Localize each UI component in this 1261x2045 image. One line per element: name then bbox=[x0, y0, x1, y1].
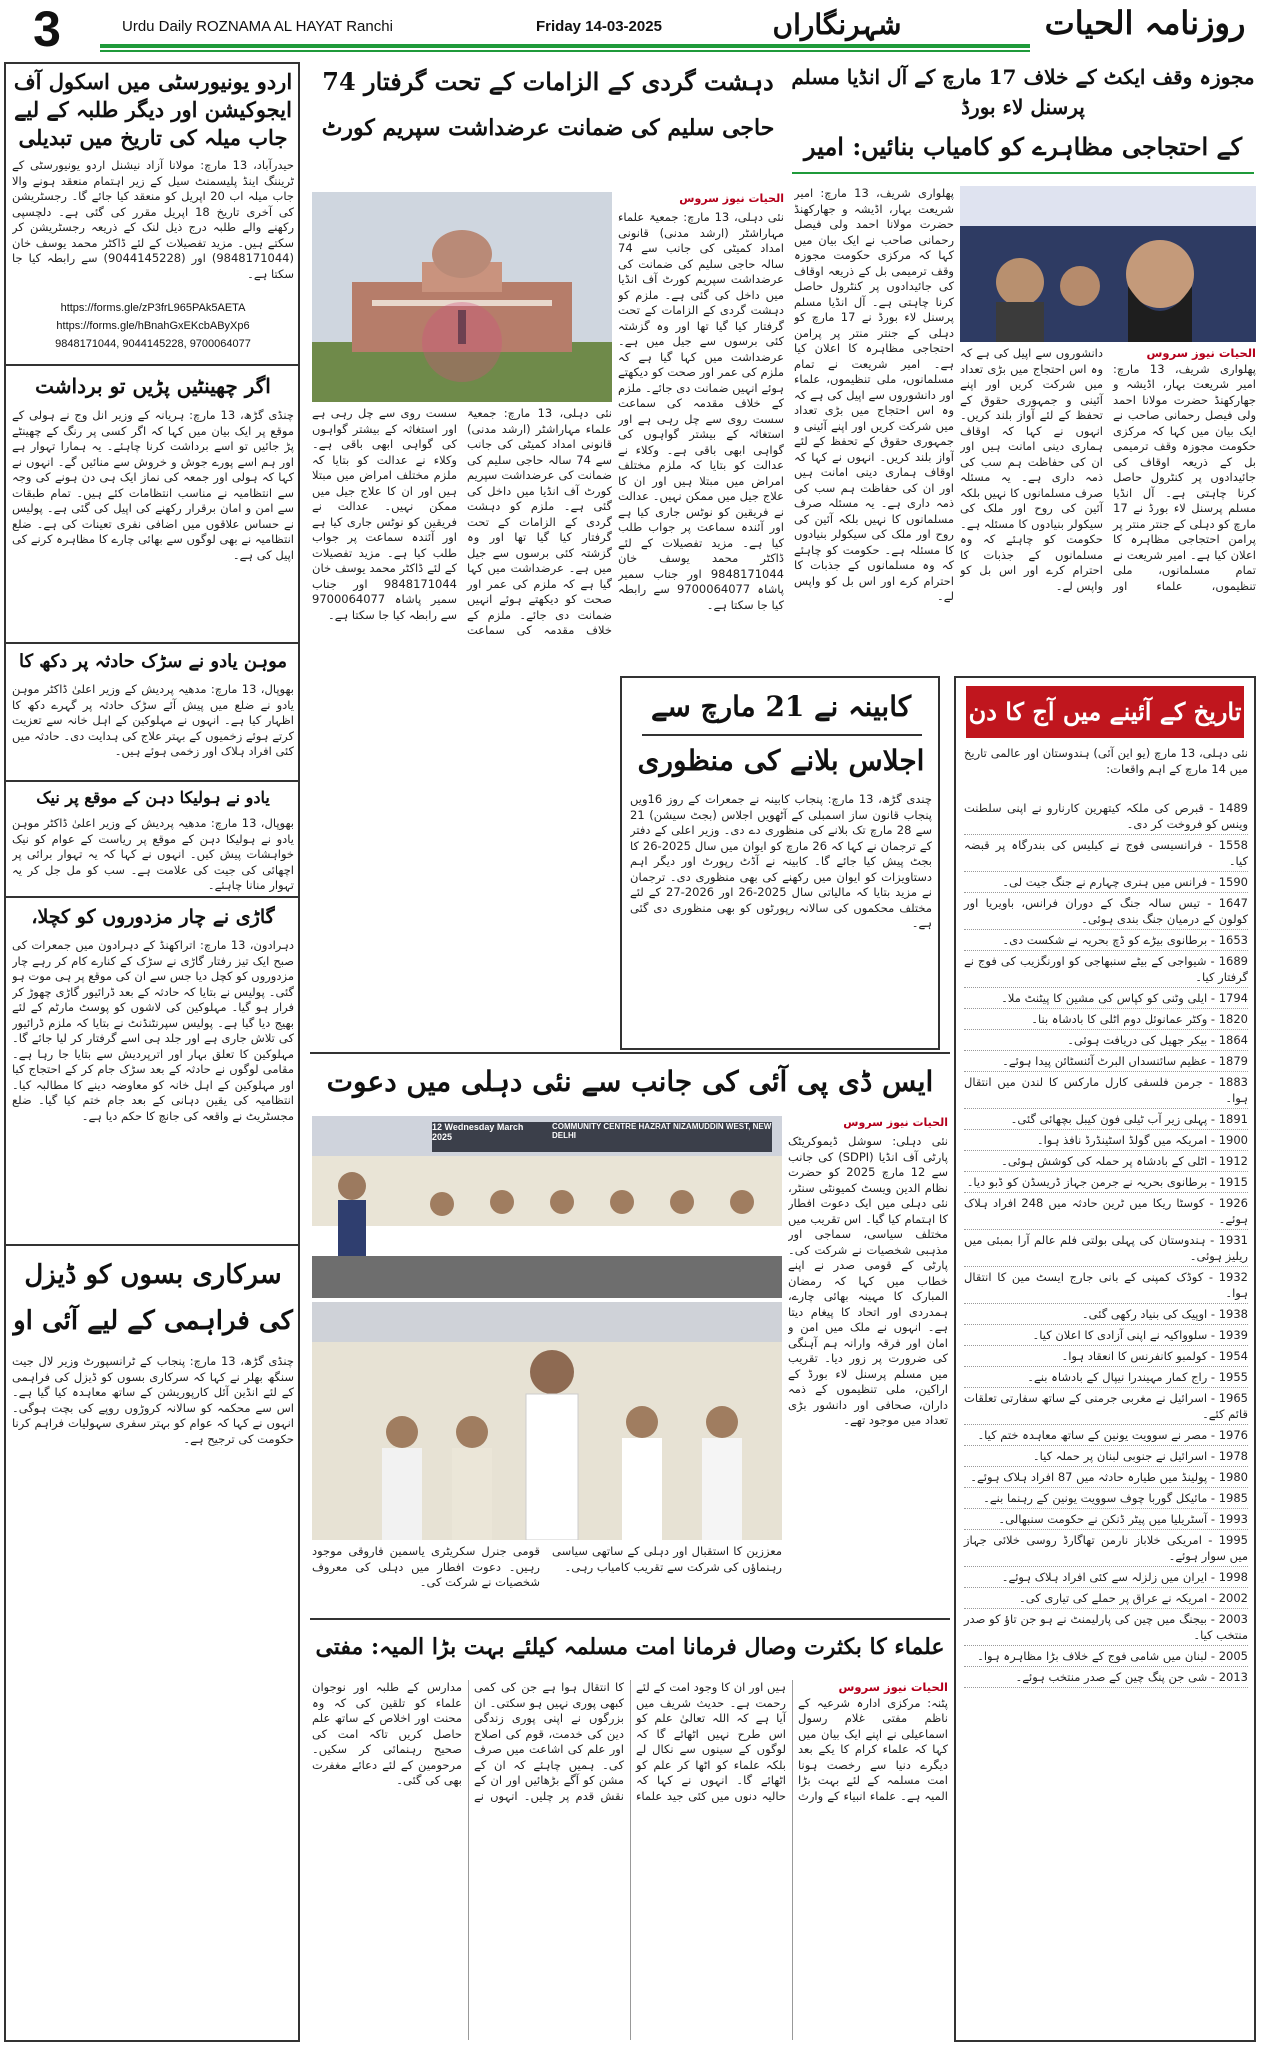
history-item: 1883 - جرمن فلسفی کارل مارکس کا لندن میں انتقال ہوا۔ bbox=[964, 1072, 1248, 1109]
history-item: 1939 - سلوواکیہ نے اپنی آزادی کا اعلان کیا۔ bbox=[964, 1325, 1248, 1346]
history-item: 1794 - ایلی وٹنی کو کپاس کی مشین کا پیٹنٹ ملا۔ bbox=[964, 988, 1248, 1009]
issue-date: Friday 14-03-2025 bbox=[536, 18, 662, 35]
divider bbox=[6, 780, 300, 782]
history-item: 1926 - کوسٹا ریکا میں ٹرین حادثہ میں 248 افراد ہلاک ہوئے۔ bbox=[964, 1193, 1248, 1230]
history-item: 1954 - کولمبو کانفرنس کا انعقاد ہوا۔ bbox=[964, 1346, 1248, 1367]
history-item: 2013 - شی جن پنگ چین کے صدر منتخب ہوئے۔ bbox=[964, 1667, 1248, 1688]
divider bbox=[6, 1244, 300, 1246]
divider bbox=[6, 364, 300, 366]
road-accident-body: بھوپال، 13 مارچ: مدھیہ پردیش کے وزیر اعلیٰ ڈاکٹر موہن یادو نے ضلع میں پیش آئے سڑک حادثہ پر گہرے دکھ کا اظہار کیا ہے۔ انہوں نے مہلوکین کے اہل خانہ سے تعزیت کرتے ہوئے زخمیوں کے بہتر علاج کی ہدایت دی۔ حادثہ میں کئی افراد ہلاک اور زخمی ہوئے ہیں۔ bbox=[12, 682, 294, 758]
history-item: 1689 - شیواجی کے بیٹے سنبھاجی کو اورنگزیب کی فوج نے گرفتار کیا۔ bbox=[964, 951, 1248, 988]
sdpi-photo-2 bbox=[312, 1302, 782, 1540]
history-item: 1647 - تیس سالہ جنگ کے دوران فرانس، باویریا اور کولون کے درمیان جنگ بندی ہوئی۔ bbox=[964, 893, 1248, 930]
terror-body-cont: نئی دہلی، 13 مارچ: جمعیۃ علماء مہاراشٹر (ارشد مدنی) قانونی امداد کمیٹی کی جانب سے 74 سالہ حاجی سلیم کی ضمانت کی عرضداشت سپریم کورٹ آف انڈیا میں داخل کی گئی ہے۔ ملزم کو دہشت گردی کے الزامات کے تحت گرفتار کیا گیا تھا اور وہ گزشتہ کئی برسوں سے جیل میں ہے۔ عرضداشت میں کہا گیا ہے کہ ملزم کی عمر اور صحت کو دیکھتے ہوئے انہیں ضمانت دی جائے۔ ملزم کے خلاف مقدمہ کی سماعت سست روی سے چل رہی ہے اور استغاثہ کے بیشتر گواہوں کی گواہی ابھی باقی ہے۔ وکلاء نے عدالت کو بتایا کہ ملزم مختلف امراض میں مبتلا ہیں اور ان کا علاج جیل میں ممکن نہیں۔ عدالت نے فریقین کو نوٹس جاری کیا ہے اور آئندہ سماعت پر جواب طلب کیا ہے۔ مزید تفصیلات کے لئے ڈاکٹر محمد یوسف خان 9848171044 اور جناب سمیر پاشاہ 9700064077 سے رابطہ کیا جا سکتا ہے۔ bbox=[312, 406, 612, 637]
header-rule-thin bbox=[100, 50, 1030, 52]
waqf-byline: الحیات نیوز سروس bbox=[1146, 346, 1256, 360]
sdpi-headline: ایس ڈی پی آئی کی جانب سے نئی دہلی میں دعوت bbox=[326, 1065, 934, 1098]
sdpi-photo-1 bbox=[312, 1116, 782, 1298]
history-item: 1653 - برطانوی بیڑے کو ڈچ بحریہ نے شکست دی۔ bbox=[964, 930, 1248, 951]
history-item: 1978 - اسرائیل نے جنوبی لبنان پر حملہ کیا۔ bbox=[964, 1446, 1248, 1467]
history-item: 1820 - وکٹر عمانوئل دوم اٹلی کا بادشاہ بنا۔ bbox=[964, 1009, 1248, 1030]
history-item: 1985 - مائیکل گوربا چوف سوویت یونین کے رہنما بنے۔ bbox=[964, 1488, 1248, 1509]
divider bbox=[310, 1618, 950, 1620]
sdpi-body: نئی دہلی: سوشل ڈیموکریٹک پارٹی آف انڈیا (SDPI) کی جانب سے 12 مارچ 2025 کو حضرت نظام الدین ویسٹ کمیونٹی سنٹر، نئی دہلی میں ایک دعوت افطار کا اہتمام کیا گیا۔ اس تقریب میں مختلف سیاسی، سماجی اور مذہبی شخصیات نے شرکت کی۔ پارٹی کے قومی صدر نے اپنے خطاب میں کہا کہ رمضان المبارک کا مہینہ بھائی چارے، ہمدردی اور اتحاد کا پیغام دیتا ہے۔ انہوں نے ملک میں امن و امان اور فرقہ وارانہ ہم آہنگی کی ضرورت پر زور دیا۔ تقریب میں مسلم پرسنل لاء بورڈ کے اراکین، ملی تنظیموں کے ذمہ داران، صحافی اور دانشور بڑی تعداد میں موجود تھے۔ bbox=[788, 1134, 948, 1427]
waqf-divider bbox=[792, 172, 1254, 174]
waqf-body-right: الحیات نیوز سروس پھلواری شریف، 13 مارچ: امیر شریعت بہار، اڈیشہ و جھارکھنڈ حضرت مولانا احمد ولی فیصل رحمانی صاحب نے ایک بیان میں کہا کہ مرکزی حکومت مجوزہ وقف ترمیمی بل کے ذریعہ اوقاف کی جائیدادوں پر کنٹرول حاصل کرنا چاہتی ہے۔ آل انڈیا مسلم پرسنل لاء بورڈ نے 17 مارچ کو دہلی کے جنتر منتر پر پرامن احتجاجی مظاہرہ کا اعلان کیا ہے۔ امیر شریعت نے تمام مسلمانوں، ملی تنظیموں، علماء اور دانشوروں سے اپیل کی ہے کہ وہ اس احتجاج میں بڑی تعداد میں شرکت کریں اور اپنے آئینی و جمہوری حقوق کے تحفظ کے لئے آواز بلند کریں۔ انہوں نے کہا کہ اوقاف ہماری دینی امانت ہیں اور ان کی حفاظت ہم سب کی ذمہ داری ہے۔ یہ مسئلہ صرف مسلمانوں کا نہیں بلکہ آئین کی روح اور ملک کی سیکولر بنیادوں کا مسئلہ ہے۔ حکومت کو چاہئے کہ وہ مسلمانوں کے جذبات کا احترام کرے اور اس بل کو واپس لے۔ bbox=[960, 346, 1256, 593]
history-item: 1932 - کوڈک کمپنی کے بانی جارج ایسٹ مین کا انتقال ہوا۔ bbox=[964, 1267, 1248, 1304]
history-item: 1879 - عظیم سائنسداں البرٹ آئنسٹائن پیدا ہوئے۔ bbox=[964, 1051, 1248, 1072]
sdpi-caption-left: قومی جنرل سکریٹری یاسمین فاروقی موجود رہیں۔ دعوت افطار میں دہلی کی معروف شخصیات نے شرکت کی۔ bbox=[312, 1544, 540, 1589]
history-item: 1590 - فرانس میں ہنری چہارم نے جنگ جیت لی۔ bbox=[964, 872, 1248, 893]
history-item: 1891 - پہلی زیر آب ٹیلی فون کیبل بچھائی گئی۔ bbox=[964, 1109, 1248, 1130]
terror-headline-2: حاجی سلیم کی ضمانت عرضداشت سپریم کورٹ bbox=[321, 115, 775, 141]
section-name: شہرنگاراں bbox=[772, 8, 902, 41]
sdpi-banner-date: 12 Wednesday March 2025 bbox=[432, 1122, 524, 1142]
sdpi-byline: الحیات نیوز سروس bbox=[843, 1116, 948, 1129]
holi-body: بھوپال، 13 مارچ: مدھیہ پردیش کے وزیر اعلیٰ ڈاکٹر موہن یادو نے ہولیکا دہن کے موقع پر ریاست کے عوام کو نیک خواہشات پیش کیں۔ انہوں نے کہا کہ یہ تہوار برائی پر اچھائی کی جیت کی علامت ہے۔ سب کو مل جل کر یہ تہوار منانا چاہئے۔ bbox=[12, 816, 294, 892]
ulema-byline: الحیات نیوز سروس bbox=[838, 1680, 948, 1694]
history-item: 1998 - ایران میں زلزلہ سے کئی افراد ہلاک ہوئے۔ bbox=[964, 1567, 1248, 1588]
road-accident-headline: موہن یادو نے سڑک حادثہ پر دکھ کا bbox=[18, 651, 288, 672]
terror-body: نئی دہلی، 13 مارچ: جمعیۃ علماء مہاراشٹر (ارشد مدنی) قانونی امداد کمیٹی کی جانب سے 74 سالہ حاجی سلیم کی ضمانت کی عرضداشت سپریم کورٹ آف انڈیا میں داخل کی گئی ہے۔ ملزم کو دہشت گردی کے الزامات کے تحت گرفتار کیا گیا تھا اور وہ گزشتہ کئی برسوں سے جیل میں ہے۔ عرضداشت میں کہا گیا ہے کہ ملزم کی عمر اور صحت کو دیکھتے ہوئے انہیں ضمانت دی جائے۔ ملزم کے خلاف مقدمہ کی سماعت سست روی سے چل رہی ہے اور استغاثہ کے بیشتر گواہوں کی گواہی ابھی باقی ہے۔ وکلاء نے عدالت کو بتایا کہ ملزم مختلف امراض میں مبتلا ہیں اور ان کا علاج جیل میں ممکن نہیں۔ عدالت نے فریقین کو نوٹس جاری کیا ہے اور آئندہ سماعت پر جواب طلب کیا ہے۔ مزید تفصیلات کے لئے ڈاکٹر محمد یوسف خان 9848171044 اور جناب سمیر پاشاہ 9700064077 سے رابطہ کیا جا سکتا ہے۔ bbox=[618, 210, 784, 612]
sdpi-banner-place: COMMUNITY CENTRE HAZRAT NIZAMUDDIN WEST, NEW DELHI bbox=[552, 1122, 772, 1140]
cabinet-body: چندی گڑھ، 13 مارچ: پنجاب کابینہ نے جمعرات کے روز 16ویں پنجاب قانون ساز اسمبلی کے آٹھویں اجلاس (بجٹ سیشن) 21 سے 28 مارچ تک بلانے کی منظوری دے دی۔ وزیر اعلی کے دفتر کے ترجمان نے کہا کہ 26 مارچ کو ایوان میں سال 2025-26 کا بجٹ پیش کیا جائے گا۔ کابینہ نے آڈٹ رپورٹ اور دیگر اہم دستاویزات کو ایوان میں رکھنے کی بھی منظوری دی۔ ترجمان نے مزید بتایا کہ مالیاتی سال 2025-26 اور 2026-27 کے لئے مختلف محکموں کی سالانہ رپورٹوں کو بھی منظوری دی گئی ہے۔ bbox=[630, 792, 932, 930]
history-item: 1489 - قبرص کی ملکہ کیتھرین کارنارو نے اپنی سلطنت وینس کو فروخت کر دی۔ bbox=[964, 798, 1248, 835]
history-item: 1965 - اسرائیل نے مغربی جرمنی کے ساتھ سفارتی تعلقات قائم کئے۔ bbox=[964, 1388, 1248, 1425]
history-item: 1931 - ہندوستان کی پہلی بولتی فلم عالم آرا بمبئی میں ریلیز ہوئی۔ bbox=[964, 1230, 1248, 1267]
ulema-headline: علماء کا بکثرت وصال فرمانا امت مسلمہ کیلئے بہت بڑا المیہ: مفتی bbox=[315, 1634, 945, 1660]
history-item: 1976 - مصر نے سوویت یونین کے ساتھ معاہدہ ختم کیا۔ bbox=[964, 1425, 1248, 1446]
history-item: 1915 - برطانوی بحریہ نے جرمن جہاز ڈریسڈن کو ڈبو دیا۔ bbox=[964, 1172, 1248, 1193]
history-item: 2005 - لبنان میں شامی فوج کے خلاف بڑا مظاہرہ ہوا۔ bbox=[964, 1646, 1248, 1667]
urdu-univ-body: حیدرآباد، 13 مارچ: مولانا آزاد نیشنل اردو یونیورسٹی کے ٹریننگ اینڈ پلیسمنٹ سیل کے زیر اہتمام منعقد ہونے والا جاب میلہ اب 20 اپریل کو منعقد کیا جائے گا۔ رجسٹریشن کی آخری تاریخ 18 اپریل مقرر کی گئی ہے۔ دلچسپی رکھنے والے طلبہ درج ذیل لنک کے ذریعہ رجسٹریشن کر سکتے ہیں۔ مزید تفصیلات کے لئے ڈاکٹر محمد یوسف خان (9848171044) اور (9044145228) سے رابطہ کیا جا سکتا ہے۔ bbox=[12, 158, 294, 281]
history-item: 2003 - بیجنگ میں چین کی پارلیمنٹ نے ہو جن تاؤ کو صدر منتخب کیا۔ bbox=[964, 1609, 1248, 1646]
car-headline: گاڑی نے چار مزدوروں کو کچلا، bbox=[31, 906, 275, 928]
sdpi-caption-right: معززین کا استقبال اور دہلی کے ساتھی سیاسی رہنماؤں کی شرکت سے تقریب کامیاب رہی۔ bbox=[552, 1544, 782, 1574]
history-intro: نئی دہلی، 13 مارچ (یو این آئی) ہندوستان اور عالمی تاریخ میں 14 مارچ کے اہم واقعات: bbox=[964, 746, 1248, 776]
history-item: 1995 - امریکی خلاباز نارمن تھاگارڈ روسی خلائی جہاز میں سوار ہوئے۔ bbox=[964, 1530, 1248, 1567]
waqf-photo bbox=[960, 186, 1256, 342]
ulema-body: الحیات نیوز سروس پٹنہ: مرکزی ادارہ شرعیہ کے ناظم مفتی غلام رسول اسماعیلی نے اپنے ایک بیان میں کہا کہ علماء کرام کا یکے بعد دیگرے دنیا سے رخصت ہونا امت مسلمہ کے لئے بہت بڑا المیہ ہے۔ علماء انبیاء کے وارث ہیں اور ان کا وجود امت کے لئے رحمت ہے۔ حدیث شریف میں آیا ہے کہ اللہ تعالیٰ علم کو اس طرح نہیں اٹھائے گا کہ لوگوں کے سینوں سے نکال لے بلکہ علماء کو اٹھا کر علم کو اٹھائے گا۔ انہوں نے کہا کہ حالیہ دنوں میں کئی جید علماء کا انتقال ہوا ہے جن کی کمی کبھی پوری نہیں ہو سکتی۔ ان بزرگوں نے اپنی پوری زندگی دین کی خدمت، قوم کی اصلاح اور علم کی اشاعت میں صرف کی۔ ہمیں چاہئے کہ ان کے مشن کو آگے بڑھائیں اور ان کے نقش قدم پر چلیں۔ انہوں نے مدارس کے طلبہ اور نوجوان علماء کو تلقین کی کہ وہ محنت اور اخلاص کے ساتھ علم حاصل کریں تاکہ امت کی صحیح رہنمائی کر سکیں۔ مرحومین کے لئے دعائے مغفرت بھی کی گئی۔ bbox=[312, 1680, 948, 1803]
history-item: 1912 - اٹلی کے بادشاہ پر حملہ کی کوشش ہوئی۔ bbox=[964, 1151, 1248, 1172]
urdu-univ-headline: اردو یونیورسٹی میں اسکول آف ایجوکیشن اور دیگر طلبہ کے لیے جاب میلہ کی تاریخ میں تبدیلی bbox=[13, 69, 293, 150]
paper-logo: روزنامہ الحیات bbox=[1044, 4, 1246, 42]
urdu-univ-contact: 9848171044, 9044145228, 9700064077 bbox=[55, 338, 251, 350]
history-item: 1558 - فرانسیسی فوج نے کیلیس کی بندرگاہ پر قبضہ کیا۔ bbox=[964, 835, 1248, 872]
paper-line: Urdu Daily ROZNAMA AL HAYAT Ranchi bbox=[122, 18, 393, 35]
divider bbox=[310, 1052, 950, 1054]
history-item: 1955 - راج کمار مہیندرا نیپال کے بادشاہ بنے۔ bbox=[964, 1367, 1248, 1388]
page-number: 3 bbox=[33, 1, 61, 57]
urdu-univ-link2[interactable]: https://forms.gle/hBnahGxEKcbAByXp6 bbox=[56, 320, 250, 332]
history-item: 1900 - امریکہ میں گولڈ اسٹینڈرڈ نافذ ہوا۔ bbox=[964, 1130, 1248, 1151]
monsoon-body: چنڈی گڑھ، 13 مارچ: ہریانہ کے وزیر انل وج نے ہولی کے موقع پر ایک بیان میں کہا کہ اگر کسی پر رنگ کے چھینٹے پڑ جائیں تو اسے برداشت کرنا چاہئے۔ یہ ہمارا تہوار ہے اور ہم اسے پورے جوش و خروش سے منائیں گے۔ انہوں نے کہا کہ ہولی اور جمعہ کی نماز ایک ہی دن ہونے کی وجہ سے انتظامیہ نے مناسب انتظامات کئے ہیں۔ تمام طبقات سے امن و امان برقرار رکھنے کی اپیل کی گئی ہے۔ پولیس نے حساس علاقوں میں اضافی نفری تعینات کی ہے۔ ضلع انتظامیہ نے بھی لوگوں سے بھائی چارے کا مظاہرہ کرنے کی اپیل کی ہے۔ bbox=[12, 408, 294, 562]
terror-photo bbox=[312, 192, 612, 402]
header-rule bbox=[100, 44, 1030, 48]
divider bbox=[6, 896, 300, 898]
divider bbox=[6, 642, 300, 644]
history-item: 1993 - آسٹریلیا میں پیٹر ڈنکن نے حکومت سنبھالی۔ bbox=[964, 1509, 1248, 1530]
car-body: دہرادون، 13 مارچ: اتراکھنڈ کے دہرادون میں جمعرات کی صبح ایک تیز رفتار گاڑی نے سڑک کے کنارے کام کر رہے چار مزدوروں کو کچل دیا جس سے ان کی موقع پر ہی موت ہو گئی۔ پولیس نے بتایا کہ حادثہ کے بعد ڈرائیور گاڑی چھوڑ کر فرار ہو گیا۔ مہلوکین کی لاشوں کو پوسٹ مارٹم کے لئے بھیج دیا گیا ہے۔ پولیس سپرنٹنڈنٹ نے بتایا کہ ملزم ڈرائیور کی تلاش جاری ہے اور جلد ہی اسے گرفتار کر لیا جائے گا۔ مہلوکین کا تعلق بہار اور اترپردیش سے بتایا جا رہا ہے۔ مقامی لوگوں نے حادثہ کے بعد سڑک جام کر کے احتجاج کیا اور مہلوکین کے اہل خانہ کو معاوضہ دینے کا مطالبہ کیا۔ انتظامیہ کی یقین دہانی کے بعد جام ختم کیا گیا۔ ضلع مجسٹریٹ نے واقعہ کی جانچ کا حکم دیا ہے۔ bbox=[12, 938, 294, 1123]
history-item: 1980 - پولینڈ میں طیارہ حادثہ میں 87 افراد ہلاک ہوئے۔ bbox=[964, 1467, 1248, 1488]
diesel-headline: سرکاری بسوں کو ڈیزل کی فراہمی کے لیے آئی او bbox=[13, 1260, 293, 1336]
cabinet-box bbox=[620, 676, 940, 1050]
history-item: 1938 - اوپیک کی بنیاد رکھی گئی۔ bbox=[964, 1304, 1248, 1325]
monsoon-headline: اگر چھینٹیں پڑیں تو برداشت bbox=[35, 374, 271, 398]
history-title: تاریخ کے آئینے میں آج کا دن bbox=[966, 686, 1244, 738]
history-item: 1864 - بیکر جھیل کی دریافت ہوئی۔ bbox=[964, 1030, 1248, 1051]
holi-headline: یادو نے ہولیکا دہن کے موقع پر نیک bbox=[36, 788, 270, 807]
cabinet-headline-1: کابینہ نے 21 مارچ سے bbox=[650, 690, 912, 723]
terror-headline-1: دہشت گردی کے الزامات کے تحت گرفتار 74 bbox=[322, 67, 774, 96]
history-column bbox=[954, 676, 1256, 2042]
waqf-body-left: پھلواری شریف، 13 مارچ: امیر شریعت بہار، اڈیشہ و جھارکھنڈ حضرت مولانا احمد ولی فیصل رحمانی صاحب نے ایک بیان میں کہا کہ مرکزی حکومت مجوزہ وقف ترمیمی بل کے ذریعہ اوقاف کی جائیدادوں پر کنٹرول حاصل کرنا چاہتی ہے۔ آل انڈیا مسلم پرسنل لاء بورڈ نے 17 مارچ کو دہلی کے جنتر منتر پر پرامن احتجاجی مظاہرہ کا اعلان کیا ہے۔ امیر شریعت نے تمام مسلمانوں، ملی تنظیموں، علماء اور دانشوروں سے اپیل کی ہے کہ وہ اس احتجاج میں بڑی تعداد میں شرکت کریں اور اپنے آئینی و جمہوری حقوق کے تحفظ کے لئے آواز بلند کریں۔ انہوں نے کہا کہ اوقاف ہماری دینی امانت ہیں اور ان کی حفاظت ہم سب کی ذمہ داری ہے۔ یہ مسئلہ صرف مسلمانوں کا نہیں بلکہ آئین کی روح اور ملک کی سیکولر بنیادوں کا مسئلہ ہے۔ حکومت کو چاہئے کہ وہ مسلمانوں کے جذبات کا احترام کرے اور اس بل کو واپس لے۔ bbox=[794, 186, 954, 603]
waqf-headline-2: کے احتجاجی مظاہرے کو کامیاب بنائیں: امیر bbox=[803, 132, 1243, 161]
cabinet-headline-2: اجلاس بلانے کی منظوری bbox=[637, 744, 925, 777]
waqf-headline-1: مجوزہ وقف ایکٹ کے خلاف 17 مارچ کے آل انڈیا مسلم پرسنل لاء بورڈ bbox=[791, 65, 1255, 119]
divider bbox=[642, 734, 922, 736]
left-column bbox=[4, 62, 300, 2042]
history-list bbox=[964, 798, 1248, 2038]
terror-byline: الحیات نیوز سروس bbox=[679, 192, 784, 205]
masthead bbox=[0, 0, 1261, 58]
diesel-body: چنڈی گڑھ، 13 مارچ: پنجاب کے ٹرانسپورٹ وزیر لال جیت سنگھ بھلر نے کہا کہ سرکاری بسوں کو ڈیزل کی فراہمی کے لئے انڈین آئل کارپوریشن کے ساتھ معاہدہ کیا گیا ہے۔ اس سے محکمہ کو سالانہ کروڑوں روپے کی بچت ہوگی۔ انہوں نے کہا کہ عوام کو بہتر سفری سہولیات فراہم کرنا حکومت کی ترجیح ہے۔ bbox=[12, 1354, 294, 1446]
urdu-univ-link1[interactable]: https://forms.gle/zP3frL965PAk5AETA bbox=[60, 302, 246, 314]
history-item: 2002 - امریکہ نے عراق پر حملے کی تیاری کی۔ bbox=[964, 1588, 1248, 1609]
